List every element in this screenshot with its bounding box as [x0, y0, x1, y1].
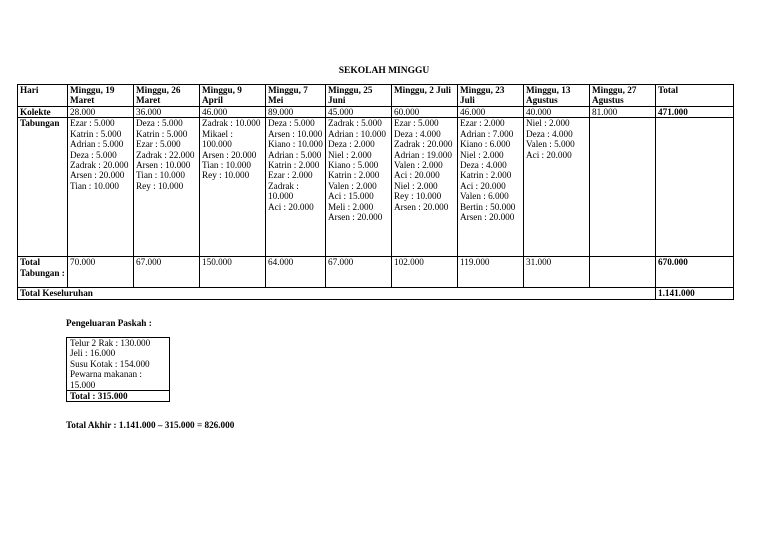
list-entry: Arsen : 20.000: [460, 212, 515, 223]
list-entry: Zadrak : 5.000: [328, 118, 382, 129]
list-entry: Niel : 2.000: [526, 118, 570, 129]
tabungan-cell: [134, 118, 200, 257]
list-entry: Aci : 15.000: [328, 191, 374, 202]
kolekte-cell: 28.000: [68, 107, 134, 118]
list-entry: Arsen : 10.000: [136, 160, 191, 171]
list-entry: Tian : 10.000: [136, 170, 185, 181]
list-entry: Adrian : 19.000: [394, 149, 452, 160]
row-label: Kolekte: [18, 107, 68, 118]
grand-total: 1.141.000: [656, 288, 734, 299]
kolekte-cell: 60.000: [392, 107, 458, 118]
list-entry: Rey : 10.000: [136, 180, 184, 191]
total-tabungan-row: [18, 257, 734, 288]
list-entry: Katrin : 5.000: [136, 128, 188, 139]
list-entry: Rey : 10.000: [202, 170, 250, 181]
list-entry: Zadrak : 10.000: [202, 118, 261, 129]
list-entry: Valen : 6.000: [460, 191, 509, 202]
header-cell: Minggu, 2 Juli: [392, 85, 458, 107]
list-entry: Niel : 2.000: [460, 149, 504, 160]
list-entry: Valen : 2.000: [328, 180, 377, 191]
list-entry: Katrin : 2.000: [328, 170, 380, 181]
list-entry: Bertin : 50.000: [460, 201, 516, 212]
list-entry: Deza : 5.000: [136, 118, 183, 129]
tabungan-row: [18, 118, 734, 257]
list-entry: Niel : 2.000: [328, 149, 372, 160]
kolekte-cell: 46.000: [200, 107, 266, 118]
list-entry: Katrin : 2.000: [268, 160, 320, 171]
list-entry: Aci : 20.000: [526, 149, 572, 160]
list-entry: Aci : 20.000: [460, 180, 506, 191]
total-akhir: Total Akhir : 1.141.000 – 315.000 = 826.000: [66, 420, 235, 430]
list-entry: Zadrak : 20.000: [394, 139, 453, 150]
list-entry: Deza : 4.000: [526, 128, 573, 139]
list-entry: Telur 2 Rak : 130.000: [70, 338, 151, 348]
list-entry: Deza : 5.000: [268, 118, 315, 129]
list-entry: Valen : 2.000: [394, 160, 443, 171]
list-entry: Meli : 2.000: [328, 201, 374, 212]
list-entry: Adrian : 5.000: [268, 149, 322, 160]
tabungan-cell: [524, 118, 590, 257]
tabungan-cell: [392, 118, 458, 257]
list-entry: Ezar : 5.000: [70, 118, 115, 129]
list-entry: Katrin : 5.000: [70, 128, 122, 139]
list-entry: Susu Kotak : 154.000: [70, 358, 150, 369]
list-entry: Deza : 4.000: [394, 128, 441, 139]
list-entry: Deza : 2.000: [328, 139, 375, 150]
list-entry: Valen : 5.000: [526, 139, 575, 150]
kolekte-cell: 46.000: [458, 107, 524, 118]
list-entry: Arsen : 10.000: [268, 128, 323, 139]
row-label: Total Tabungan :: [18, 257, 68, 288]
list-entry: Kiano : 5.000: [328, 160, 379, 171]
total-tabungan-cell: 70.000: [68, 257, 134, 288]
total-tabungan-cell: 67.000: [134, 257, 200, 288]
pengeluaran-total: Total : 315.000: [67, 391, 170, 402]
pengeluaran-total-row: [67, 391, 170, 402]
tabungan-cell: [458, 118, 524, 257]
tabungan-cell: [326, 118, 392, 257]
header-row: [18, 85, 734, 107]
total-tabungan-cell: 119.000: [458, 257, 524, 288]
total-tabungan-cell: 64.000: [266, 257, 326, 288]
list-entry: Arsen : 20.000: [394, 201, 449, 212]
tabungan-cell: [590, 118, 656, 257]
kolekte-cell: 81.000: [590, 107, 656, 118]
list-entry: Kiano : 6.000: [460, 139, 511, 150]
list-entry: Adrian : 7.000: [460, 128, 514, 139]
header-cell: Minggu, 7 Mei: [266, 85, 326, 107]
total-tabungan-cell: 67.000: [326, 257, 392, 288]
header-cell: Hari: [18, 85, 68, 107]
list-entry: Tian : 10.000: [70, 180, 119, 191]
total-tabungan-cell: 102.000: [392, 257, 458, 288]
tabungan-cell: [68, 118, 134, 257]
list-entry: Ezar : 2.000: [460, 118, 505, 129]
tabungan-cell: [266, 118, 326, 257]
kolekte-cell: 45.000: [326, 107, 392, 118]
total-keseluruhan-row: [18, 288, 734, 299]
page-title: SEKOLAH MINGGU: [338, 66, 430, 76]
header-cell: Minggu, 27 Agustus: [590, 85, 656, 107]
total-tabungan-cell: [590, 257, 656, 288]
pengeluaran-items-row: [67, 338, 170, 391]
tabungan-total-empty: [656, 118, 734, 257]
list-entry: Niel : 2.000: [394, 180, 438, 191]
list-entry: Ezar : 5.000: [394, 118, 439, 129]
header-cell: Minggu, 25 Juni: [326, 85, 392, 107]
list-entry: Arsen : 20.000: [202, 149, 257, 160]
list-entry: Ezar : 2.000: [268, 170, 313, 181]
header-cell: Minggu, 23 Juli: [458, 85, 524, 107]
list-entry: Katrin : 2.000: [460, 170, 512, 181]
list-entry: Arsen : 20.000: [70, 170, 125, 181]
total-tabungan-cell: 150.000: [200, 257, 266, 288]
kolekte-cell: 40.000: [524, 107, 590, 118]
header-cell: Total: [656, 85, 734, 107]
total-tabungan-cell: 31.000: [524, 257, 590, 288]
kolekte-cell: 89.000: [266, 107, 326, 118]
list-entry: Deza : 4.000: [460, 160, 507, 171]
list-entry: Zadrak : 20.000: [70, 160, 129, 171]
row-label: Tabungan: [18, 118, 68, 257]
list-entry: Zadrak : 22.000: [136, 149, 195, 160]
list-entry: Jeli : 16.000: [70, 348, 116, 359]
row-label: Total Keseluruhan: [18, 288, 656, 299]
list-entry: Pewarna makanan : 15.000: [70, 369, 142, 390]
list-entry: Tian : 10.000: [202, 160, 251, 171]
list-entry: Kiano : 10.000: [268, 139, 323, 150]
list-entry: Adrian : 5.000: [70, 139, 124, 150]
list-entry: Aci : 20.000: [394, 170, 440, 181]
list-entry: Deza : 5.000: [70, 149, 117, 160]
list-entry: Ezar : 5.000: [136, 139, 181, 150]
list-entry: Rey : 10.000: [394, 191, 442, 202]
kolekte-cell: 36.000: [134, 107, 200, 118]
list-entry: Mikael : 100.000: [202, 128, 233, 150]
pengeluaran-table: [66, 337, 170, 402]
header-cell: Minggu, 19 Maret: [68, 85, 134, 107]
list-entry: Aci : 20.000: [268, 201, 314, 212]
tabungan-cell: [200, 118, 266, 257]
list-entry: Zadrak : 10.000: [268, 180, 299, 202]
pengeluaran-items: [67, 338, 170, 391]
list-entry: Adrian : 10.000: [328, 128, 386, 139]
pengeluaran-title: Pengeluaran Paskah :: [66, 318, 152, 328]
collection-table: [17, 84, 734, 300]
header-cell: Minggu, 9 April: [200, 85, 266, 107]
kolekte-total: 471.000: [656, 107, 734, 118]
kolekte-row: [18, 107, 734, 118]
header-cell: Minggu, 26 Maret: [134, 85, 200, 107]
list-entry: Arsen : 20.000: [328, 212, 383, 223]
total-tabungan-total: 670.000: [656, 257, 734, 288]
header-cell: Minggu, 13 Agustus: [524, 85, 590, 107]
